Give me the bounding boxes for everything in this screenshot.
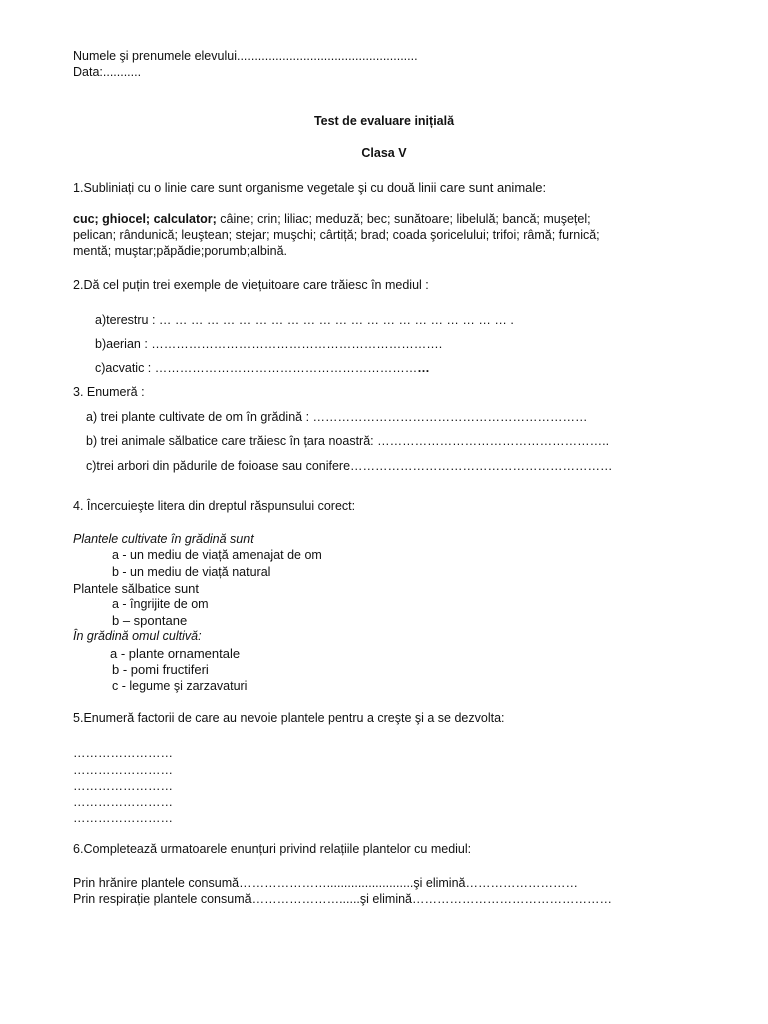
question-1-words-bold: cuc; ghiocel; calculator; <box>73 212 217 226</box>
question-4-group-1-heading: Plantele cultivate în grădină sunt <box>73 532 254 546</box>
question-4-group-2-heading-text: Plantele sălbatice <box>73 582 175 596</box>
question-3-item-b: b) trei animale sălbatice care trăiesc în țara noastră: ……………………………………………….. <box>86 434 610 448</box>
question-4-group-2-option-a: a - îngrijite de om <box>112 597 209 611</box>
question-2-text: Dă cel puțin trei exemple de viețuitoare care trăiesc în mediul : <box>83 278 429 292</box>
student-name-line: Numele şi prenumele elevului.................................................... <box>73 49 418 63</box>
question-4-group-2-heading <box>73 581 199 597</box>
question-1-words-line-3: mentă; muştar;păpădie;porumb;albină. <box>73 244 288 258</box>
question-4-group-1-option-a: a - un mediu de viață amenajat de om <box>112 548 322 562</box>
question-4-group-3-option-a: a - plante ornamentale <box>110 646 241 661</box>
question-1 <box>73 180 546 196</box>
question-2 <box>73 278 429 293</box>
question-1-number: 1. <box>73 181 84 195</box>
date-line: Data:........... <box>73 65 142 79</box>
question-3-title: 3. Enumeră : <box>73 385 145 399</box>
page-subtitle: Clasa V <box>361 146 407 160</box>
question-1-text-end: care sunt animale: <box>439 180 547 195</box>
question-5-answer-line-2: …………………… <box>73 763 173 777</box>
question-1-text: Subliniați cu o linie care sunt organisme vegetale şi cu două linii <box>83 181 440 195</box>
question-6-text: Completează urmatoarele enunțuri privind relațiile plantelor cu mediul: <box>83 842 472 856</box>
question-3-item-c: c)trei arbori din pădurile de foioase sau conifere……………………………………………………… <box>86 459 613 473</box>
question-5-text: Enumeră factorii de care au nevoie plantele pentru a creşte şi a se dezvolta: <box>83 711 505 725</box>
question-1-words-line-1 <box>73 212 591 227</box>
question-2-answer-c-text: c)acvatic : ……………………………………………………… <box>95 361 418 375</box>
question-6-line-1: Prin hrănire plantele consumă………………….........................şi elimină……………………… <box>73 876 578 890</box>
question-2-answer-a: a)terestru : … … … … … … … … … … … … … … … … … … … … … … . <box>95 313 514 327</box>
question-5-answer-line-4: …………………… <box>73 795 173 809</box>
question-6-line-2: Prin respirație plantele consumă…………………......şi elimină………………………………………… <box>73 892 613 906</box>
question-4-group-3-heading: În grădină omul cultivă: <box>73 629 202 643</box>
question-4-title: 4. Încercuieşte litera din dreptul răspunsului corect: <box>73 499 356 513</box>
question-4-group-2-heading-end: sunt <box>174 581 200 596</box>
question-2-answer-c <box>95 361 430 376</box>
question-4-group-3-option-c: c - legume şi zarzavaturi <box>112 679 248 693</box>
question-2-number: 2. <box>73 278 84 292</box>
question-1-words-line-2: pelican; rândunică; leuştean; stejar; muşchi; cârtiță; brad; coada şoricelului; trifoi; râmă; furnică; <box>73 228 600 242</box>
question-5-number: 5. <box>73 711 84 725</box>
question-5-answer-line-1: …………………… <box>73 746 173 760</box>
question-5-answer-line-3: …………………… <box>73 779 173 793</box>
question-4-group-3-option-b: b - pomi fructiferi <box>112 662 209 677</box>
question-2-answer-c-tail: … <box>417 361 430 375</box>
question-2-answer-b: b)aerian : ……………………………………………………………. <box>95 337 443 351</box>
question-3-item-a: a) trei plante cultivate de om în grădină : ………………………………………………………… <box>86 410 588 424</box>
question-4-group-1-option-b: b - un mediu de viață natural <box>112 565 271 579</box>
page-title: Test de evaluare inițială <box>313 114 455 128</box>
question-4-group-2-option-b: b – spontane <box>112 613 188 628</box>
question-6-number: 6. <box>73 842 84 856</box>
question-6 <box>73 842 471 857</box>
question-1-words-rest: câine; crin; liliac; meduză; bec; sunătoare; libelulă; bancă; muşețel; <box>216 212 591 226</box>
question-5 <box>73 711 505 726</box>
question-5-answer-line-5: …………………… <box>73 811 173 825</box>
